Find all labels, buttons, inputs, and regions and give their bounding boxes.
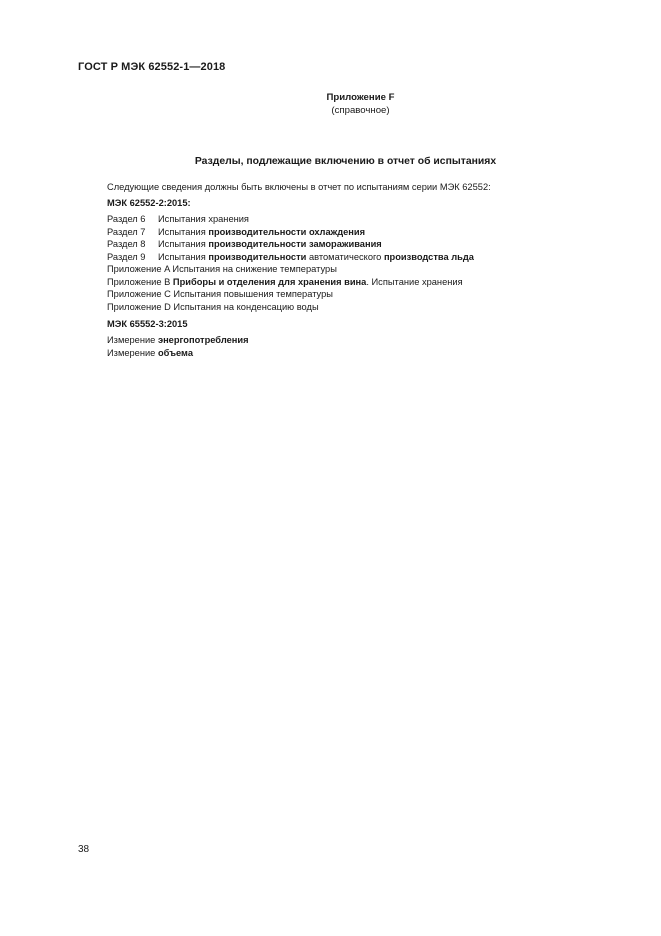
item-text-bold: Приборы и отделения для хранения вина <box>172 276 367 287</box>
list-item-energy <box>107 334 249 347</box>
item-text: Испытания <box>158 226 209 237</box>
item-text-bold: объема <box>157 347 193 358</box>
list-item-section-6 <box>107 213 249 226</box>
item-text: Испытания <box>158 239 209 249</box>
item-text-bold: производительности <box>208 251 307 262</box>
item-text: Измерение <box>107 335 158 345</box>
item-text: Испытания на снижение температуры <box>172 264 337 274</box>
list-item-annex-d <box>107 301 319 314</box>
item-text: Испытания хранения <box>158 214 249 224</box>
intro-text: Следующие сведения должны быть включены в отчет по испытаниям серии МЭК 62552: <box>107 182 491 192</box>
list-item-annex-a <box>107 263 337 276</box>
item-text-bold: производительности охлаждения <box>208 226 366 237</box>
section-title: Разделы, подлежащие включению в отчет об испытаниях <box>194 156 497 167</box>
item-label: Приложение A <box>107 264 170 274</box>
item-text-bold: производства льда <box>383 251 474 262</box>
item-text: автоматического <box>306 251 384 262</box>
item-text-bold: энергопотребления <box>157 335 249 345</box>
list-item-section-8 <box>107 238 382 251</box>
item-text-bold: производительности замораживания <box>208 239 382 249</box>
annex-title: Приложение F <box>326 92 395 103</box>
annex-subtitle: (справочное) <box>331 105 390 116</box>
item-label: Раздел 9 <box>107 251 146 262</box>
part2-heading: МЭК 62552-2:2015: <box>107 198 191 208</box>
item-label: Приложение B <box>107 276 171 287</box>
part3-heading: МЭК 65552-3:2015 <box>107 319 188 329</box>
item-text: Испытания повышения температуры <box>173 289 333 299</box>
item-label: Раздел 7 <box>107 226 146 237</box>
document-code: ГОСТ Р МЭК 62552-1—2018 <box>78 61 226 73</box>
list-item-section-7 <box>107 226 365 239</box>
item-label: Приложение C <box>107 289 171 299</box>
item-label: Раздел 6 <box>107 214 146 224</box>
list-item-volume <box>107 347 193 360</box>
page-number: 38 <box>78 844 90 855</box>
list-item-annex-b <box>107 276 463 289</box>
item-text: Испытания на конденсацию воды <box>173 301 319 312</box>
item-text: Испытания <box>158 251 209 262</box>
list-item-annex-c <box>107 288 333 301</box>
item-label: Раздел 8 <box>107 239 146 249</box>
list-item-section-9 <box>107 251 474 264</box>
item-text: Измерение <box>107 347 158 358</box>
item-label: Приложение D <box>107 301 171 312</box>
item-text: . Испытание хранения <box>366 276 463 287</box>
